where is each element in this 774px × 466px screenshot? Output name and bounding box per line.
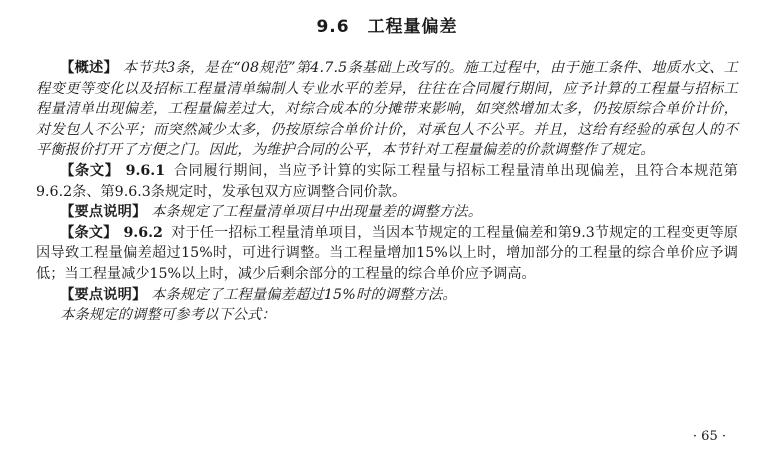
clause-paragraph-9-6-1 <box>36 161 738 202</box>
section-number: 9.6 <box>316 17 350 37</box>
explanation-text: 本条规定了工程量偏差超过15%时的调整方法。 <box>151 286 457 303</box>
section-heading <box>0 12 774 37</box>
explanation-paragraph-2 <box>36 285 738 306</box>
clause-text: 对于任一招标工程量清单项目，当因本节规定的工程量偏差和第9.3节规定的工程变更等原因导致工程量偏差超过15%时，可进行调整。当工程量增加15%以上时，增加部分的工程量的综合单价应予调低；当工程量减少15%以上时，减少后剩余部分的工程量的综合单价应予调高。 <box>36 224 738 282</box>
overview-paragraph <box>36 58 738 161</box>
closing-paragraph <box>36 305 738 326</box>
body-text <box>36 58 738 326</box>
clause-number: 9.6.2 <box>123 224 163 241</box>
clause-number: 9.6.1 <box>125 162 166 179</box>
overview-text: 本节共3条，是在“08规范”第4.7.5条基础上改写的。施工过程中，由于施工条件、地质水文、工程变更等变化以及招标工程量清单编制人专业水平的差异，往往在合同履行期间，应予计算的工程量与招标工程量清单出现偏差，工程量偏差过大，对综合成本的分摊带来影响，如突然增加太多，仍按原综合单价计价，对发包人不公平；而突然减少太多，仍按原综合单价计价，对承包人不公平。并且，这给有经验的承包人的不平衡报价打开了方便之门。因此，为维护合同的公平，本节针对工程量偏差的价款调整作了规定。 <box>36 60 738 159</box>
explanation-tag: 【要点说明】 <box>60 204 147 221</box>
clause-text: 合同履行期间，当应予计算的实际工程量与招标工程量清单出现偏差，且符合本规范第9.6.2条、第9.6.3条规定时，发承包双方应调整合同价款。 <box>36 162 738 200</box>
section-title: 工程量偏差 <box>367 17 458 37</box>
overview-tag: 【概述】 <box>60 60 118 76</box>
page-number: · 65 · <box>692 429 726 444</box>
explanation-tag: 【要点说明】 <box>60 286 147 303</box>
clause-tag: 【条文】 <box>60 162 120 179</box>
closing-text: 本条规定的调整可参考以下公式： <box>60 307 276 324</box>
clause-tag: 【条文】 <box>60 224 118 241</box>
explanation-text: 本条规定了工程量清单项目中出现量差的调整方法。 <box>151 204 483 221</box>
clause-paragraph-9-6-2 <box>36 223 738 285</box>
explanation-paragraph-1 <box>36 202 738 223</box>
